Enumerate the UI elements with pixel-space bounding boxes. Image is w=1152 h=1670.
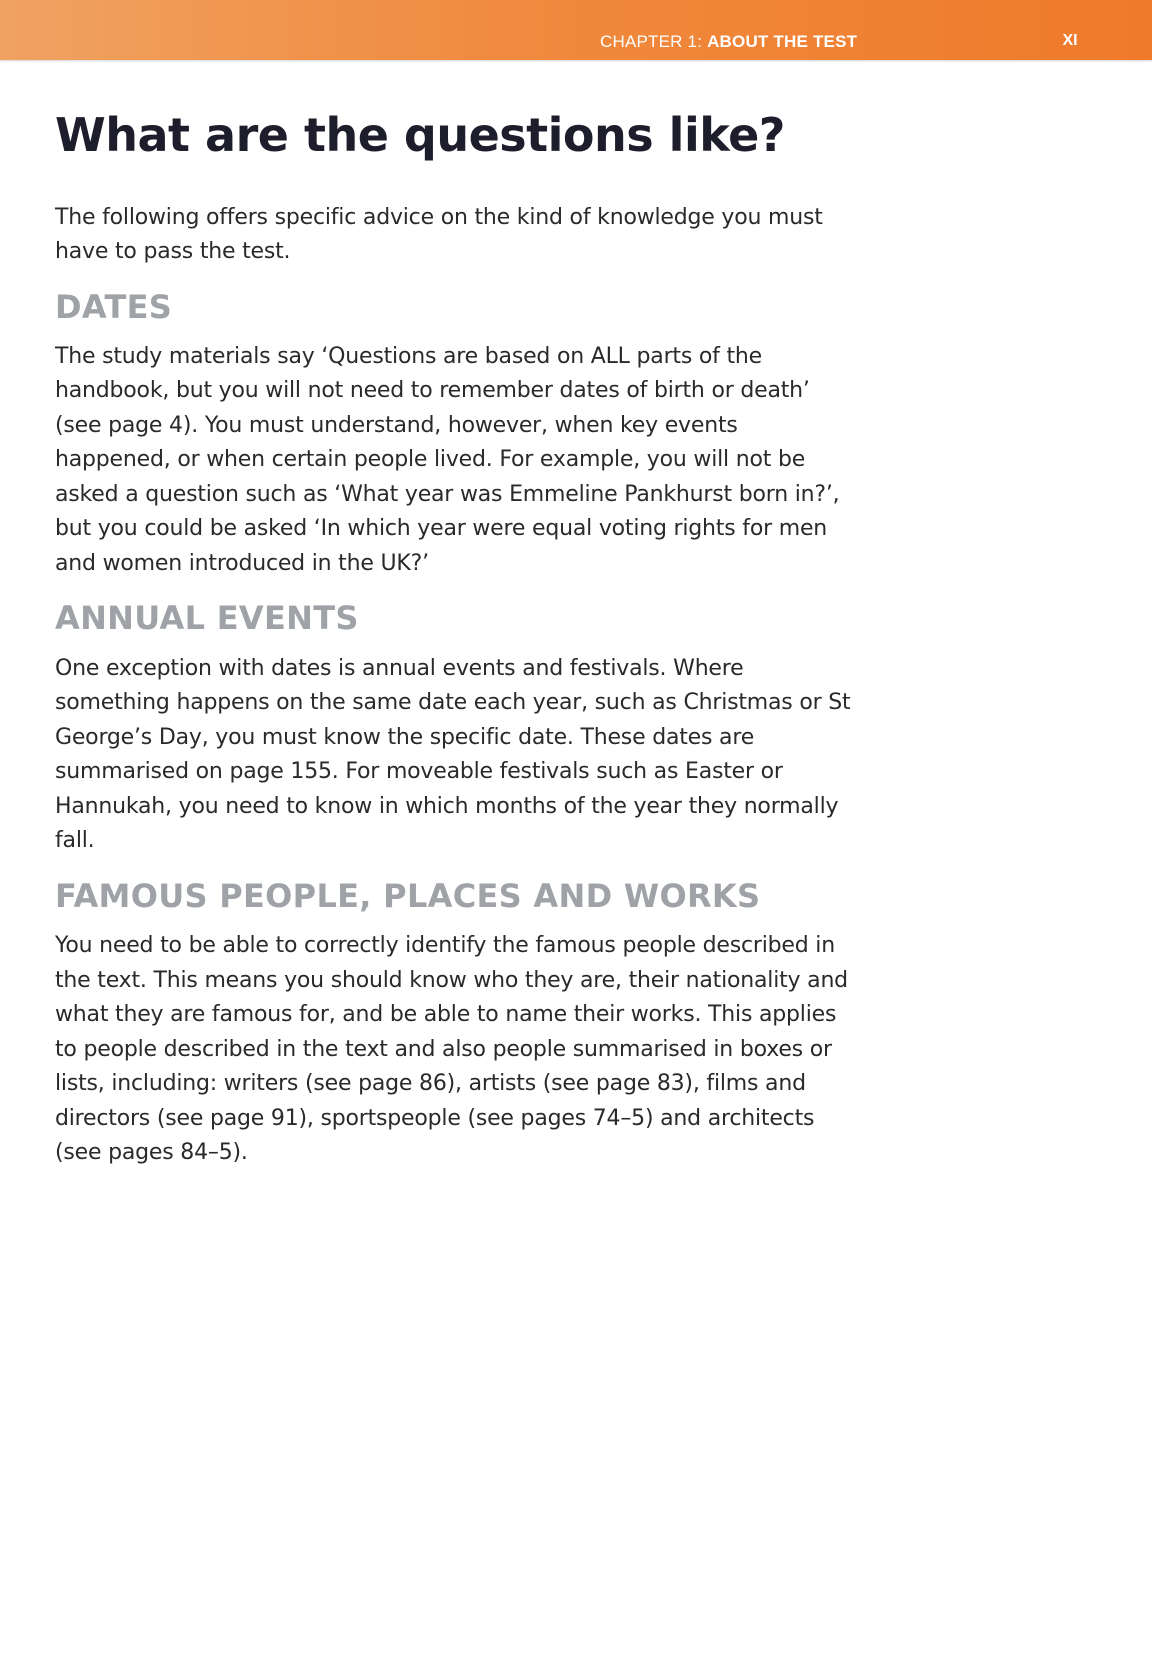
page-number: XI bbox=[1062, 32, 1078, 49]
section-body-famous-people: You need to be able to correctly identify the famous people described in the text. This means you should know who they are, their nationality and what they are famous for, and be able to name their works. This applies to people described in the text and also people summarised in boxes or lists, including: writers (see page 86), artists (see page 83), films and directors (see page 91), sportspeople (see pages 74–5) and architects (see pages 84–5). bbox=[55, 933, 848, 1166]
section-body-annual-events: One exception with dates is annual events and festivals. Where something happens on the same date each year, such as Christmas or St George’s Day, you must know the specific date. These dates are summarised on page 155. For moveable festivals such as Easter or Hannukah, you need to know in which months of the year they normally fall. bbox=[55, 655, 851, 854]
page-content bbox=[55, 110, 855, 1171]
chapter-prefix: CHAPTER 1: bbox=[600, 32, 708, 51]
intro-paragraph: The following offers specific advice on the kind of knowledge you must have to pass the test. bbox=[55, 204, 823, 265]
section-heading-dates: DATES bbox=[55, 287, 173, 326]
section-body-dates: The study materials say ‘Questions are based on ALL parts of the handbook, but you will not need to remember dates of birth or death’ (see page 4). You must understand, however, when key events happened, or when certain people lived. For example, you will not be asked a question such as ‘What year was Emmeline Pankhurst born in?’, but you could be asked ‘In which year were equal voting rights for men and women introduced in the UK?’ bbox=[55, 343, 840, 576]
running-header bbox=[600, 32, 858, 52]
header-band bbox=[0, 0, 1152, 60]
page-title: What are the questions like? bbox=[55, 108, 785, 162]
section-heading-famous-people: FAMOUS PEOPLE, PLACES AND WORKS bbox=[55, 876, 761, 915]
section-heading-annual-events: ANNUAL EVENTS bbox=[55, 599, 359, 638]
chapter-title: ABOUT THE TEST bbox=[707, 32, 858, 51]
